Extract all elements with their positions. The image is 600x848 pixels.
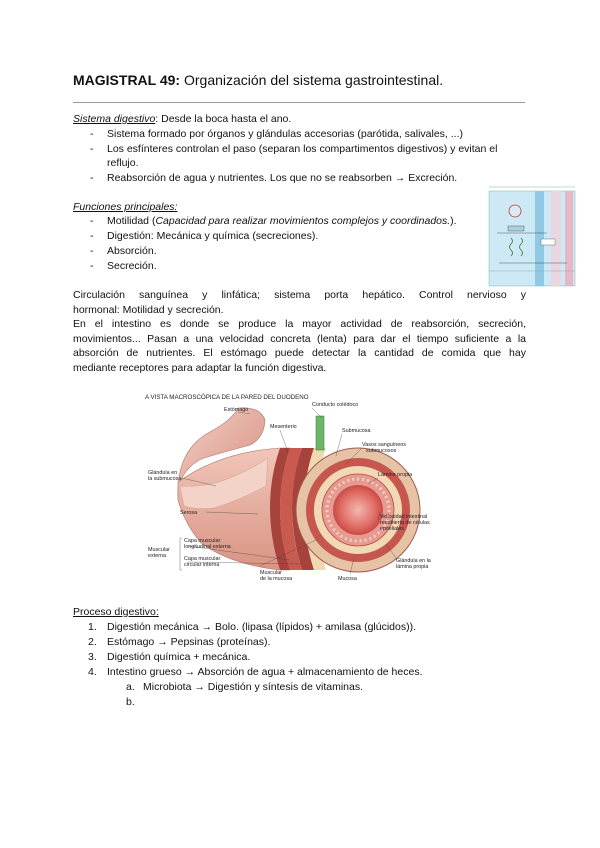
list-number: 1. — [88, 621, 97, 633]
list-item: Motilidad (Capacidad para realizar movimientos complejos y coordinados.). — [107, 215, 457, 227]
sublist-letter: b. — [126, 696, 135, 708]
label-capa-circ-1: Capa muscular — [184, 556, 221, 562]
list-item: reflujo. — [107, 157, 139, 169]
bile-duct — [316, 416, 324, 450]
paragraph-line: En el intestino es donde se produce la mayor actividad de reabsorción, secreción, — [73, 318, 526, 331]
label-vellosidad-2: recubierta de células — [380, 520, 430, 526]
label-capa-long-2: longitudinal externa — [184, 544, 231, 550]
label-vasos-2: submucosos — [366, 448, 397, 454]
body-paragraph — [73, 288, 526, 376]
paragraph-line: Circulación sanguínea y linfática; sistema porta hepático. Control nervioso y — [73, 289, 526, 301]
list-item: Intestino grueso → Absorción de agua + almacenamiento de heces. — [107, 666, 423, 678]
list-item: Sistema formado por órganos y glándulas accesorias (parótida, salivales, ...) — [107, 128, 464, 140]
label-serosa: Serosa — [180, 510, 198, 516]
label-muscular-2: externa — [148, 553, 166, 559]
label-glandula-lamina-1: Glándula en la — [396, 558, 431, 564]
label-muscmuc-2: de la mucosa — [260, 576, 293, 582]
list-item: Digestión química + mecánica. — [107, 651, 251, 663]
intestinal-lumen — [333, 485, 383, 535]
label-estomago: Estómago — [224, 407, 249, 413]
bullet-list-1 — [0, 127, 600, 187]
numbered-list — [0, 620, 600, 710]
figure-title: A VISTA MACROSCÓPICA DE LA PARED DEL DUODENO — [145, 394, 309, 401]
bullet: - — [90, 172, 94, 184]
label-capa-circ-2: circular interna — [184, 562, 220, 568]
cell-diagram-figure — [487, 183, 577, 288]
membrane-band — [535, 191, 544, 286]
section-sistema-digestivo: Sistema digestivo: Desde la boca hasta el ano. — [73, 113, 292, 125]
label-muscular-1: Muscular — [148, 547, 170, 553]
label-capa-long-1: Capa muscular — [184, 538, 221, 544]
list-item: Estómago → Pepsinas (proteínas). — [107, 636, 271, 648]
paragraph-line: mediante receptores para adaptar la función digestiva. — [73, 361, 327, 374]
section-heading: Sistema digestivo — [73, 113, 156, 125]
label-vellosidad-3: epiteliales — [380, 526, 404, 532]
list-number: 4. — [88, 666, 97, 678]
section-heading-proceso: Proceso digestivo: — [73, 606, 159, 618]
vessel-band — [551, 191, 561, 286]
section-heading-funciones: Funciones principales: — [73, 201, 178, 213]
figure-background — [489, 191, 575, 286]
list-item: Absorción. — [107, 245, 157, 257]
label-vellosidad-1: Vellosidad intestinal — [380, 514, 428, 520]
label-submucosa: Submucosa — [342, 428, 371, 434]
label-mucosa: Mucosa — [338, 576, 357, 582]
vessel-band-2 — [565, 191, 573, 286]
label-glandula-lamina-2: lámina propia — [396, 564, 429, 570]
cell-icon — [509, 205, 521, 217]
label-glandula-1: Glándula en — [148, 470, 178, 476]
label-lamina: Lámina propia — [378, 472, 413, 478]
list-item: Los esfínteres controlan el paso (separan los compartimentos digestivos) y evitan el — [107, 143, 498, 155]
list-item: Reabsorción de agua y nutrientes. Los que no se reabsorben → Excreción. — [107, 172, 458, 184]
bullet: - — [90, 143, 94, 155]
title-divider — [73, 102, 525, 103]
bullet: - — [90, 128, 94, 140]
paragraph-line: movimientos... Pasan a una velocidad concreta (lenta) para dar el tiempo suficiente a la — [73, 332, 526, 345]
receptor-box — [508, 226, 524, 231]
label-vasos-1: Vasos sanguíneos — [362, 442, 406, 448]
paragraph-line: hormonal: Motilidad y secreción. — [73, 303, 224, 316]
paragraph-line: absorción de nutrientes. El estómago puede detectar la cantidad de comida que hay — [73, 347, 526, 360]
list-item: Digestión mecánica → Bolo. (lipasa (lípidos) + amilasa (glúcidos)). — [107, 621, 417, 633]
bullet: - — [90, 260, 94, 272]
list-item: Digestión: Mecánica y química (secreciones). — [107, 230, 319, 242]
list-number: 3. — [88, 651, 97, 663]
page-title: MAGISTRAL 49: Organización del sistema gastrointestinal. — [73, 72, 444, 88]
bullet: - — [90, 245, 94, 257]
label-glandula-2: la submucosa — [148, 476, 182, 482]
sublist-letter: a. — [126, 681, 135, 693]
list-item: Secreción. — [107, 260, 157, 272]
bullet-list-2 — [0, 214, 485, 276]
list-number: 2. — [88, 636, 97, 648]
bullet: - — [90, 230, 94, 242]
label-box — [541, 239, 555, 245]
sublist-item: Microbiota → Digestión y síntesis de vitaminas. — [143, 681, 364, 693]
label-conducto: Conducto colédoco — [312, 402, 359, 408]
muscular-bracket — [180, 538, 182, 570]
bullet: - — [90, 215, 94, 227]
duodenum-figure — [140, 390, 470, 590]
label-muscmuc-1: Muscular — [260, 570, 282, 576]
label-mesenterio: Mesenterio — [270, 424, 297, 430]
